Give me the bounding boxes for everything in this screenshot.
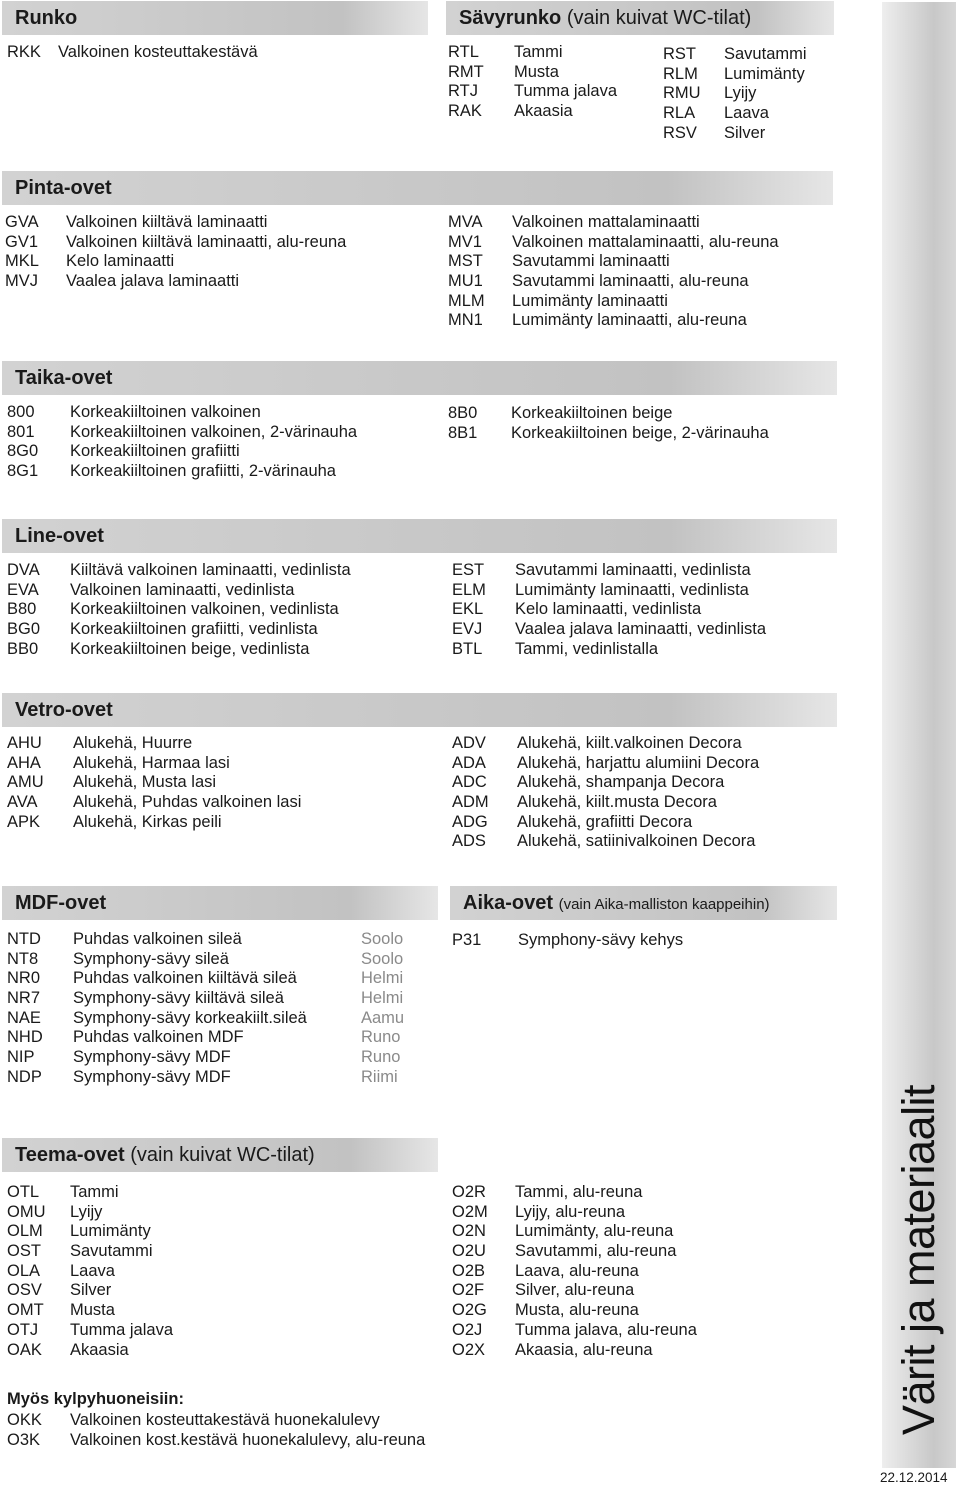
item-model: Riimi	[361, 1067, 398, 1086]
item-code: ADC	[452, 773, 487, 792]
runko-list	[7, 43, 427, 63]
item-code: 8B0	[448, 404, 478, 422]
item-code: AHU	[7, 734, 42, 752]
item-desc: Akaasia	[70, 1340, 129, 1359]
item-code: O2B	[452, 1261, 486, 1280]
teema-list-right	[452, 1183, 872, 1360]
item-desc: Tammi, alu-reuna	[515, 1183, 643, 1201]
list-item	[7, 620, 437, 640]
section-header-pinta	[2, 171, 833, 205]
item-code: OSV	[7, 1281, 42, 1300]
item-code: OMU	[7, 1202, 46, 1221]
item-desc: Valkoinen mattalaminaatti, alu-reuna	[512, 232, 779, 251]
vetro-list-left	[7, 734, 437, 832]
item-code: MU1	[448, 272, 483, 291]
list-item	[7, 43, 427, 63]
list-item	[452, 620, 872, 640]
list-item	[7, 581, 437, 601]
item-desc: Symphony-sävy sileä	[73, 949, 229, 968]
item-desc: Lumimänty laminaatti, alu-reuna	[512, 311, 747, 330]
section-title: Sävyrunko	[459, 7, 562, 29]
item-desc: Korkeakiiltoinen beige	[511, 404, 673, 422]
item-desc: Lumimänty	[70, 1222, 151, 1241]
item-desc: Tumma jalava, alu-reuna	[515, 1320, 697, 1339]
item-desc: Valkoinen kost.kestävä huonekalulevy, alu-reuna	[70, 1430, 426, 1449]
aika-list	[452, 931, 852, 951]
section-title: Vetro-ovet	[15, 699, 113, 721]
item-code: ADM	[452, 793, 489, 812]
item-desc: Valkoinen kiiltävä laminaatti, alu-reuna	[66, 232, 347, 251]
item-code: EST	[452, 561, 485, 579]
item-desc: Alukehä, shampanja Decora	[517, 773, 725, 792]
list-item	[452, 581, 872, 601]
list-item	[452, 1222, 872, 1242]
item-code: RTJ	[448, 82, 478, 101]
list-item	[7, 600, 437, 620]
list-item	[448, 311, 868, 331]
item-model: Runo	[361, 1028, 401, 1047]
item-code: MLM	[448, 291, 485, 310]
list-item	[7, 1222, 437, 1242]
item-desc: Alukehä, satiinivalkoinen Decora	[517, 832, 756, 851]
list-item	[7, 1281, 437, 1301]
list-item	[7, 1411, 467, 1431]
item-code: O2R	[452, 1183, 486, 1201]
list-item	[452, 1242, 872, 1262]
list-item	[7, 793, 437, 813]
list-item	[7, 1301, 437, 1321]
item-code: ADS	[452, 832, 486, 851]
item-code: DVA	[7, 561, 40, 579]
list-item	[448, 213, 868, 233]
list-item	[452, 1301, 872, 1321]
list-item	[448, 272, 868, 292]
list-item	[452, 773, 872, 793]
item-desc: Korkeakiiltoinen valkoinen, vedinlista	[70, 600, 339, 619]
item-code: 801	[7, 422, 35, 441]
item-desc: Alukehä, Kirkas peili	[73, 812, 222, 831]
list-item	[7, 754, 437, 774]
list-item	[448, 424, 868, 444]
list-item	[452, 734, 872, 754]
item-code: ADV	[452, 734, 486, 752]
item-desc: Puhdas valkoinen kiiltävä sileä	[73, 969, 297, 988]
item-desc: Lumimänty laminaatti, vedinlista	[515, 580, 749, 599]
item-desc: Korkeakiiltoinen beige, vedinlista	[70, 639, 310, 658]
item-desc: Laava	[70, 1261, 115, 1280]
list-item	[5, 252, 435, 272]
list-item	[448, 252, 868, 272]
section-header-mdf	[2, 886, 438, 920]
savyrunko-list-left	[448, 43, 648, 122]
item-code: B80	[7, 600, 37, 619]
item-desc: Akaasia	[514, 102, 573, 121]
list-item	[7, 1048, 437, 1068]
item-desc: Alukehä, Harmaa lasi	[73, 753, 230, 772]
item-desc: Alukehä, Puhdas valkoinen lasi	[73, 793, 302, 812]
item-desc: Puhdas valkoinen MDF	[73, 1028, 244, 1047]
list-item	[448, 233, 868, 253]
item-model: Soolo	[361, 949, 404, 968]
list-item	[448, 102, 648, 122]
item-desc: Musta	[70, 1301, 115, 1320]
list-item	[7, 773, 437, 793]
section-note: (vain kuivat WC-tilat)	[130, 1144, 315, 1166]
list-item	[7, 640, 437, 660]
item-code: MN1	[448, 311, 483, 330]
list-item	[7, 1341, 437, 1361]
list-item	[7, 462, 437, 482]
item-code: OAK	[7, 1340, 42, 1359]
section-header-line	[2, 519, 837, 553]
list-item	[452, 832, 872, 852]
section-note: (vain kuivat WC-tilat)	[566, 7, 752, 29]
list-item	[448, 404, 868, 424]
list-item	[7, 1262, 437, 1282]
item-code: AMU	[7, 773, 44, 792]
section-header-teema	[2, 1138, 438, 1172]
item-code: MST	[448, 252, 483, 271]
bathroom-subheading: Myös kylpyhuoneisiin:	[7, 1390, 184, 1408]
item-desc: Lyijy, alu-reuna	[515, 1202, 626, 1221]
line-list-left	[7, 561, 437, 659]
item-desc: Tammi, vedinlistalla	[515, 639, 659, 658]
item-desc: Savutammi	[70, 1242, 153, 1261]
section-header-runko	[2, 1, 428, 35]
item-code: OTL	[7, 1183, 40, 1201]
item-code: O2F	[452, 1281, 485, 1300]
list-item	[663, 84, 863, 104]
item-code: RLA	[663, 104, 696, 123]
list-item	[663, 65, 863, 85]
item-desc: Musta, alu-reuna	[515, 1301, 639, 1320]
list-item	[7, 423, 437, 443]
list-item	[5, 233, 435, 253]
taika-list-left	[7, 403, 437, 482]
item-code: APK	[7, 812, 41, 831]
list-item	[7, 1009, 437, 1029]
vetro-list-right	[452, 734, 872, 852]
list-item	[7, 1068, 437, 1088]
item-desc: Tumma jalava	[70, 1320, 174, 1339]
pinta-list-right	[448, 213, 868, 331]
list-item	[7, 442, 437, 462]
list-item	[7, 1183, 437, 1203]
item-code: EVJ	[452, 620, 483, 639]
item-desc: Korkeakiiltoinen grafiitti, 2-värinauha	[70, 462, 336, 481]
item-desc: Silver	[70, 1281, 112, 1300]
list-item	[7, 930, 437, 950]
item-code: RKK	[7, 43, 41, 61]
item-desc: Tumma jalava	[514, 82, 618, 101]
item-code: NAE	[7, 1008, 41, 1027]
item-code: OLM	[7, 1222, 43, 1241]
sidebar-title-text: Värit ja materiaalit	[893, 1084, 944, 1436]
item-desc: Alukehä, Huurre	[73, 734, 193, 752]
document-date: 22.12.2014	[880, 1470, 948, 1485]
item-code: O3K	[7, 1430, 41, 1449]
list-item	[7, 403, 437, 423]
item-desc: Savutammi laminaatti, alu-reuna	[512, 272, 749, 291]
item-code: OKK	[7, 1411, 42, 1429]
list-item	[452, 1341, 872, 1361]
list-item	[452, 793, 872, 813]
item-code: ELM	[452, 580, 486, 599]
item-desc: Tammi	[514, 43, 563, 61]
item-desc: Kiiltävä valkoinen laminaatti, vedinlista	[70, 561, 351, 579]
item-code: RSV	[663, 123, 697, 142]
list-item	[663, 124, 863, 144]
list-item	[452, 1183, 872, 1203]
list-item	[7, 950, 437, 970]
item-desc: Vaalea jalava laminaatti, vedinlista	[515, 620, 767, 639]
item-code: 800	[7, 403, 35, 421]
item-code: NDP	[7, 1067, 42, 1086]
section-title: Runko	[15, 7, 78, 29]
section-title: Aika-ovet	[463, 892, 554, 914]
item-desc: Lumimänty	[724, 64, 805, 83]
item-code: AHA	[7, 753, 41, 772]
item-code: O2X	[452, 1340, 486, 1359]
list-item	[452, 1321, 872, 1341]
item-desc: Savutammi	[724, 45, 807, 63]
list-item	[7, 1321, 437, 1341]
section-header-aika	[450, 886, 837, 920]
item-code: RMT	[448, 62, 484, 81]
item-code: NR0	[7, 969, 41, 988]
item-code: RTL	[448, 43, 479, 61]
item-code: O2M	[452, 1202, 488, 1221]
item-desc: Savutammi laminaatti	[512, 252, 670, 271]
item-desc: Musta	[514, 62, 559, 81]
list-item	[452, 754, 872, 774]
item-desc: Tammi	[70, 1183, 119, 1201]
item-code: MVJ	[5, 272, 38, 291]
item-desc: Silver, alu-reuna	[515, 1281, 635, 1300]
item-desc: Savutammi, alu-reuna	[515, 1242, 677, 1261]
item-desc: Valkoinen mattalaminaatti	[512, 213, 700, 231]
taika-list-right	[448, 404, 868, 443]
list-item	[663, 45, 863, 65]
section-title: Taika-ovet	[15, 367, 113, 389]
item-model: Helmi	[361, 989, 404, 1008]
item-code: OMT	[7, 1301, 44, 1320]
kylpy-list	[7, 1411, 467, 1450]
savyrunko-list-right	[663, 45, 863, 143]
list-item	[452, 1281, 872, 1301]
item-desc: Korkeakiiltoinen valkoinen, 2-värinauha	[70, 422, 358, 441]
item-desc: Alukehä, kiilt.musta Decora	[517, 793, 717, 812]
list-item	[452, 1203, 872, 1223]
section-title: Teema-ovet	[15, 1144, 125, 1166]
list-item	[7, 561, 437, 581]
teema-list-left	[7, 1183, 437, 1360]
item-code: ADA	[452, 753, 486, 772]
item-code: BG0	[7, 620, 41, 639]
section-title: Line-ovet	[15, 525, 104, 547]
item-desc: Valkoinen kiiltävä laminaatti	[66, 213, 268, 231]
item-desc: Symphony-sävy MDF	[73, 1048, 231, 1067]
item-desc: Korkeakiiltoinen grafiitti	[70, 442, 240, 461]
list-item	[5, 213, 435, 233]
list-item	[448, 63, 648, 83]
item-desc: Alukehä, harjattu alumiini Decora	[517, 753, 760, 772]
item-code: ADG	[452, 812, 488, 831]
item-code: RMU	[663, 84, 701, 103]
list-item	[7, 734, 437, 754]
item-desc: Symphony-sävy korkeakiilt.sileä	[73, 1008, 307, 1027]
item-code: MKL	[5, 252, 39, 271]
item-desc: Symphony-sävy kiiltävä sileä	[73, 989, 284, 1008]
item-code: P31	[452, 931, 482, 949]
item-desc: Vaalea jalava laminaatti	[66, 272, 240, 291]
section-title: MDF-ovet	[15, 892, 107, 914]
section-title: Pinta-ovet	[15, 177, 112, 199]
item-code: O2U	[452, 1242, 486, 1261]
item-code: O2J	[452, 1320, 483, 1339]
item-code: EVA	[7, 580, 39, 599]
item-desc: Korkeakiiltoinen valkoinen	[70, 403, 261, 421]
item-desc: Lumimänty, alu-reuna	[515, 1222, 674, 1241]
section-header-taika	[2, 361, 837, 395]
item-code: EKL	[452, 600, 484, 619]
pinta-list-left	[5, 213, 435, 292]
list-item	[7, 1431, 467, 1451]
list-item	[448, 43, 648, 63]
item-desc: Alukehä, grafiitti Decora	[517, 812, 693, 831]
item-code: RAK	[448, 102, 482, 121]
item-code: O2N	[452, 1222, 486, 1241]
item-code: O2G	[452, 1301, 487, 1320]
item-desc: Lumimänty laminaatti	[512, 291, 668, 310]
list-item	[7, 969, 437, 989]
list-item	[452, 931, 852, 951]
item-desc: Korkeakiiltoinen grafiitti, vedinlista	[70, 620, 318, 639]
item-code: BTL	[452, 639, 483, 658]
item-model: Aamu	[361, 1008, 405, 1027]
list-item	[452, 1262, 872, 1282]
item-model: Runo	[361, 1048, 401, 1067]
item-code: NHD	[7, 1028, 43, 1047]
item-code: NT8	[7, 949, 39, 968]
list-item	[7, 813, 437, 833]
item-code: OTJ	[7, 1320, 39, 1339]
item-desc: Laava	[724, 104, 769, 123]
list-item	[5, 272, 435, 292]
list-item	[448, 82, 648, 102]
item-code: GV1	[5, 232, 39, 251]
item-code: 8G1	[7, 462, 39, 481]
item-code: NTD	[7, 930, 41, 948]
list-item	[452, 561, 872, 581]
item-code: GVA	[5, 213, 39, 231]
list-item	[663, 104, 863, 124]
item-desc: Symphony-sävy kehys	[518, 931, 684, 949]
list-item	[452, 640, 872, 660]
item-code: RLM	[663, 64, 698, 83]
item-code: BB0	[7, 639, 39, 658]
item-code: 8B1	[448, 423, 478, 442]
item-code: NR7	[7, 989, 41, 1008]
item-code: OLA	[7, 1261, 41, 1280]
item-code: RST	[663, 45, 696, 63]
item-desc: Laava, alu-reuna	[515, 1261, 639, 1280]
list-item	[7, 1203, 437, 1223]
item-code: OST	[7, 1242, 41, 1261]
list-item	[7, 1028, 437, 1048]
item-desc: Savutammi laminaatti, vedinlista	[515, 561, 751, 579]
item-desc: Lyijy	[724, 84, 757, 103]
item-code: 8G0	[7, 442, 39, 461]
item-desc: Alukehä, Musta lasi	[73, 773, 217, 792]
item-code: MVA	[448, 213, 483, 231]
list-item	[7, 989, 437, 1009]
item-desc: Kelo laminaatti, vedinlista	[515, 600, 702, 619]
item-code: NIP	[7, 1048, 35, 1067]
item-desc: Valkoinen laminaatti, vedinlista	[70, 580, 295, 599]
list-item	[452, 600, 872, 620]
item-desc: Silver	[724, 123, 766, 142]
list-item	[448, 292, 868, 312]
item-code: MV1	[448, 232, 482, 251]
item-desc: Valkoinen kosteuttakestävä huonekalulevy	[70, 1411, 380, 1429]
section-header-savyrunko	[446, 1, 834, 35]
item-model: Soolo	[361, 930, 404, 948]
list-item	[452, 813, 872, 833]
item-desc: Korkeakiiltoinen beige, 2-värinauha	[511, 423, 769, 442]
mdf-list	[7, 930, 437, 1088]
item-desc: Lyijy	[70, 1202, 103, 1221]
item-desc: Kelo laminaatti	[66, 252, 175, 271]
line-list-right	[452, 561, 872, 659]
item-desc: Valkoinen kosteuttakestävä	[58, 43, 258, 61]
item-desc: Alukehä, kiilt.valkoinen Decora	[517, 734, 742, 752]
item-desc: Symphony-sävy MDF	[73, 1067, 231, 1086]
item-model: Helmi	[361, 969, 404, 988]
item-desc: Akaasia, alu-reuna	[515, 1340, 653, 1359]
section-note: (vain Aika-malliston kaappeihin)	[558, 896, 770, 913]
item-code: AVA	[7, 793, 38, 812]
item-desc: Puhdas valkoinen sileä	[73, 930, 242, 948]
list-item	[7, 1242, 437, 1262]
section-header-vetro	[2, 693, 837, 727]
